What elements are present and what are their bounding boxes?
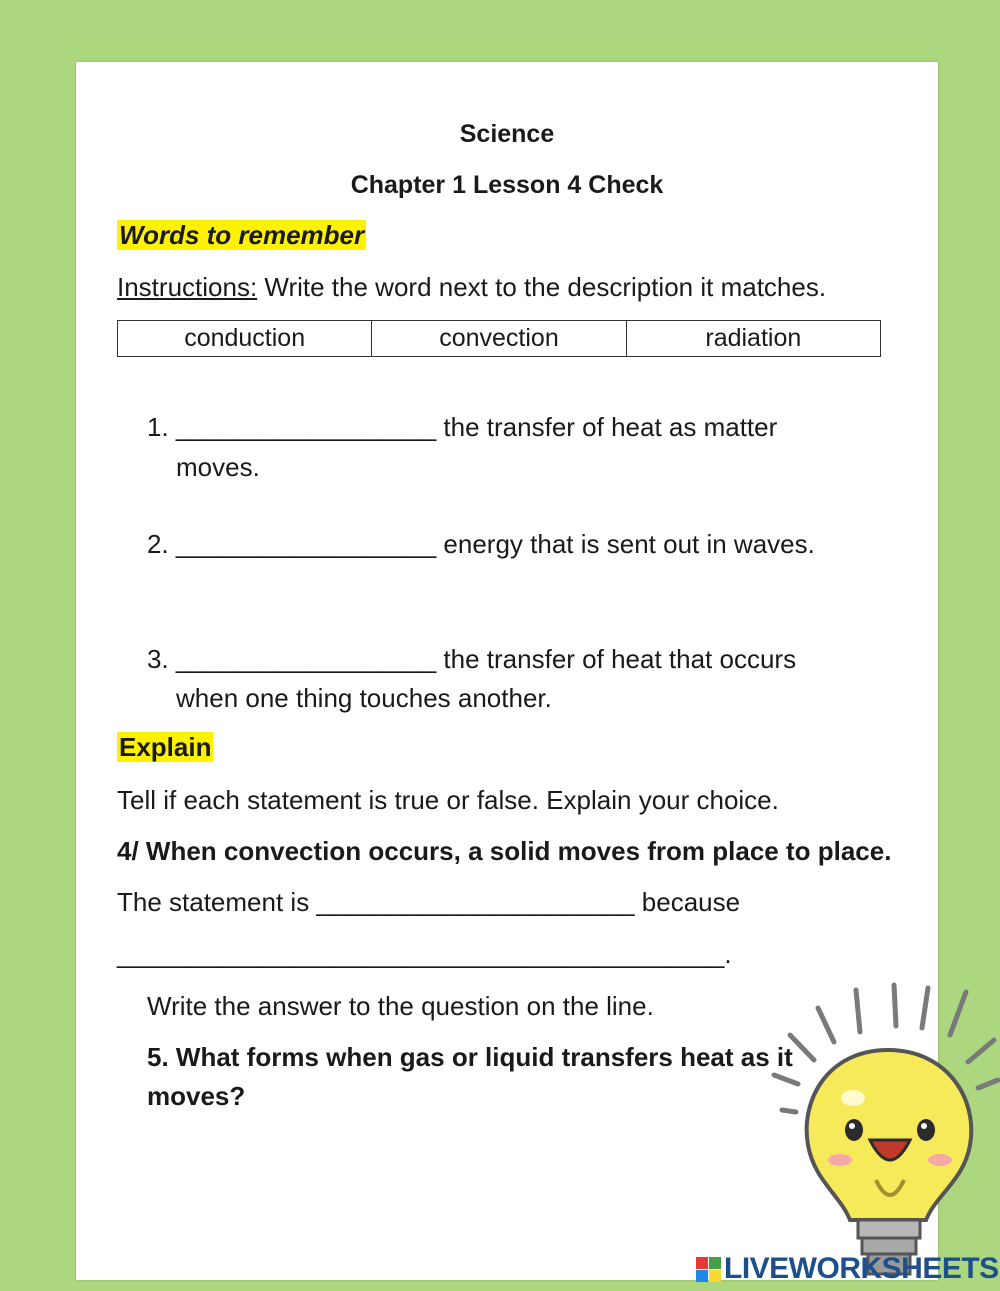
word-bank-cell: convection [372,321,626,357]
subject-title: Science [459,120,555,148]
item-description: the transfer of heat that occurs [436,644,797,674]
statement-line [117,887,740,918]
lightbulb-illustration [768,980,1000,1280]
true-false-blank[interactable]: ______________________ [316,887,635,917]
statement-prefix: The statement is [117,887,317,917]
instructions-label: Instructions: [117,272,258,302]
answer-blank-1[interactable]: __________________ [175,412,437,442]
left-eye-icon [845,1119,863,1141]
bulb-shine-icon [841,1090,865,1106]
matching-item-2 [147,529,815,560]
question-5-line2: moves? [147,1081,246,1111]
left-cheek-icon [828,1154,852,1166]
chapter-title: Chapter 1 Lesson 4 Check [350,171,664,199]
instructions-line [117,272,826,303]
item-description-cont: when one thing touches another. [176,683,552,713]
item-number: 3. [147,644,169,674]
item-number: 1. [147,412,169,442]
question-5-line1: 5. What forms when gas or liquid transfers heat as it [147,1042,793,1072]
matching-item-3 [147,644,796,675]
statement-suffix: because [634,887,741,917]
item-description: energy that is sent out in waves. [436,529,815,559]
item-number: 2. [147,529,169,559]
bulb-base-icon [858,1220,920,1238]
question-5-instructions: Write the answer to the question on the line. [147,991,654,1021]
question-4: 4/ When convection occurs, a solid moves from place to place. [117,836,892,866]
logo-squares-icon [696,1257,721,1282]
right-cheek-icon [928,1154,952,1166]
explain-heading-text: Explain [119,732,212,762]
logo-text: LIVEWORKSHEETS [724,1252,999,1285]
explanation-blank[interactable]: __________________________________________. [117,939,732,969]
words-to-remember-heading [117,220,366,251]
answer-blank-3[interactable]: __________________ [175,644,437,674]
instructions-text: Write the word next to the description it matches. [257,272,827,302]
explain-instructions: Tell if each statement is true or false. Explain your choice. [117,785,779,815]
right-eye-icon [917,1119,935,1141]
word-bank-table [117,320,881,357]
item-description: the transfer of heat as matter [436,412,778,442]
answer-blank-2[interactable]: __________________ [175,529,437,559]
explain-heading [117,732,213,763]
word-bank-cell: conduction [118,321,372,357]
item-description-cont: moves. [176,452,260,482]
words-heading-text: Words to remember [119,220,365,250]
matching-item-1 [147,412,777,443]
liveworksheets-logo [696,1252,999,1286]
word-bank-cell: radiation [626,321,880,357]
